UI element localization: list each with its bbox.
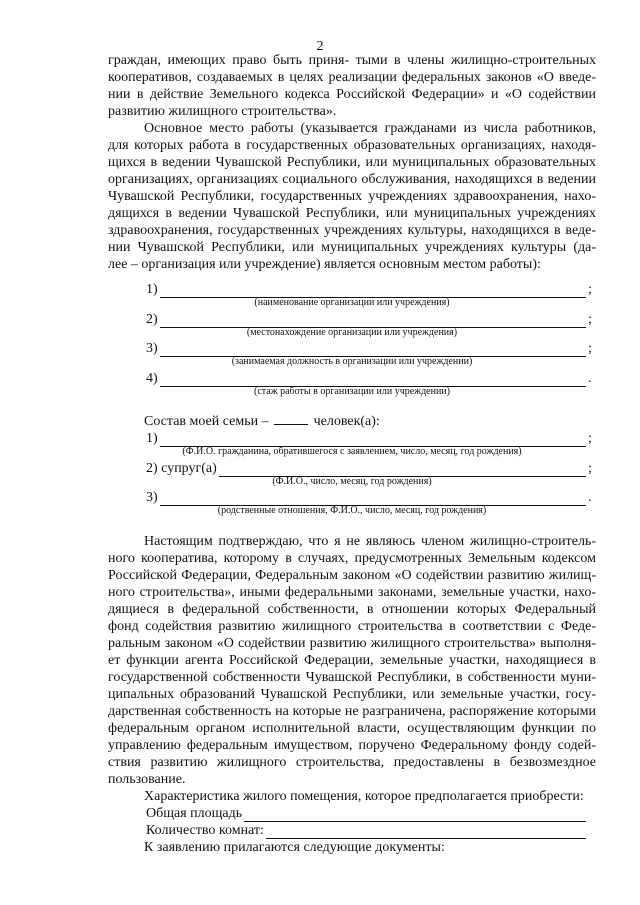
- field-label: 3): [146, 490, 158, 505]
- field-label: Общая площадь: [146, 806, 243, 821]
- field-caption: (родственные отношения, Ф.И.О., число, месяц, год рождения): [217, 505, 487, 516]
- intro-paragraph-line: кооперативов, создаваемых в целях реализации федеральных законов «О введе-: [108, 70, 596, 85]
- field-label: 4): [146, 371, 158, 386]
- field-label: 2): [146, 312, 158, 327]
- intro-paragraph-line: нии в действие Земельного кодекса Российской Федерации» и «О содействии: [108, 87, 596, 102]
- work-paragraph-line: организациях, организациях социального обслуживания, находящихся в ведении: [108, 172, 596, 187]
- confirmation-paragraph-line: Настоящим подтверждаю, что я не являюсь членом жилищно-строитель-: [144, 534, 596, 549]
- work-paragraph-line: Чувашской Республики, государственных учреждениях здравоохранения, нахо-: [108, 189, 596, 204]
- confirmation-paragraph-line: ного кооператива, которому в случаях, предусмотренных Земельным кодексом: [108, 551, 596, 566]
- form-field-row: [146, 311, 594, 328]
- confirmation-paragraph-line: ет функции агента Российской Федерации, земельные участки, находящиеся в: [108, 653, 596, 668]
- field-label: Количество комнат:: [146, 823, 264, 838]
- work-paragraph-line: нии Чувашской Республики, или муниципальных учреждениях культуры (да-: [108, 240, 596, 255]
- family-count-input[interactable]: [274, 412, 308, 425]
- documents-heading: К заявлению прилагаются следующие документы:: [144, 840, 445, 855]
- confirmation-paragraph-line: ципальных образований Чувашской Республики, или земельные участки, госу-: [108, 687, 596, 702]
- form-field-row: [146, 822, 594, 839]
- confirmation-paragraph-line: ствия развитию жилищного строительства, предоставлены в безвозмездное: [108, 755, 596, 770]
- field-label: 2) супруг(а): [146, 461, 217, 476]
- intro-paragraph-line: граждан, имеющих право быть приня- тыми в члены жилищно-строительных: [108, 53, 596, 68]
- work-paragraph-line: здравоохранения, государственных учреждениях культуры, находящихся в веде-: [108, 223, 596, 238]
- field-label: 3): [146, 341, 158, 356]
- confirmation-paragraph-line: ральным законом «О содействии развитию жилищного строительства» выполня-: [108, 636, 596, 651]
- field-end-punctuation: ;: [588, 461, 592, 476]
- confirmation-paragraph-line: фонд содействия развитию жилищного строительства в соответствии с Феде-: [108, 619, 596, 634]
- housing-heading: Характеристика жилого помещения, которое предполагается приобрести:: [144, 789, 584, 804]
- work-paragraph-line: для которых работа в государственных образовательных организациях, находя-: [108, 138, 596, 153]
- confirmation-paragraph-line: федеральным органом исполнительной власти, осуществляющим функции по: [108, 721, 596, 736]
- confirmation-paragraph-line: дарственная собственность на которые не разграничена, распоряжение которыми: [108, 704, 596, 719]
- field-end-punctuation: ;: [588, 282, 592, 297]
- confirmation-paragraph-line: Российской Федерации, Федеральным законом «О содействии развитию жилищ-: [108, 568, 596, 583]
- field-caption: (местонахождение организации или учреждения): [246, 327, 458, 338]
- field-caption: (наименование организации или учреждения): [254, 297, 450, 308]
- family-composition-line: [108, 412, 632, 430]
- work-paragraph-line: щихся в ведении Чувашской Республики, или муниципальных образовательных: [108, 155, 596, 170]
- family-label-after: человек(а):: [310, 414, 380, 429]
- form-field-row: [146, 340, 594, 357]
- page-number: 2: [316, 39, 324, 54]
- field-caption: (Ф.И.О. гражданина, обратившегося с заявлением, число, месяц, год рождения): [182, 446, 522, 457]
- form-field-row: [146, 281, 594, 298]
- field-caption: (занимаемая должность в организации или учреждении): [231, 356, 473, 367]
- family-label-before: Состав моей семьи –: [144, 414, 269, 429]
- field-input-line[interactable]: [266, 826, 586, 839]
- field-end-punctuation: ;: [588, 431, 592, 446]
- intro-paragraph-line: развитию жилищного строительства».: [108, 104, 337, 119]
- field-end-punctuation: .: [588, 490, 592, 505]
- confirmation-paragraph-line: пользование.: [108, 772, 186, 787]
- field-caption: (Ф.И.О., число, месяц, год рождения): [272, 476, 432, 487]
- work-paragraph-line: Основное место работы (указывается гражданами из числа работников,: [144, 121, 596, 136]
- field-caption: (стаж работы в организации или учреждении): [254, 386, 450, 397]
- confirmation-paragraph-line: государственной собственности Чувашской Республики, в собственности муни-: [108, 670, 596, 685]
- field-end-punctuation: ;: [588, 341, 592, 356]
- field-input-line[interactable]: [244, 809, 586, 822]
- confirmation-paragraph-line: дящиеся в федеральной собственности, в отношении которых Федеральный: [108, 602, 596, 617]
- field-end-punctuation: .: [588, 371, 592, 386]
- form-field-row: [146, 460, 594, 477]
- work-paragraph-line: дящихся в ведении Чувашской Республики, или муниципальных учреждениях: [108, 206, 596, 221]
- form-field-row: [146, 805, 594, 822]
- form-field-row: [146, 370, 594, 387]
- field-label: 1): [146, 431, 158, 446]
- work-paragraph-line: лее – организация или учреждение) является основным местом работы):: [108, 257, 541, 272]
- confirmation-paragraph-line: управлению федеральным имуществом, поручено Федеральному фонду содей-: [108, 738, 596, 753]
- form-field-row: [146, 430, 594, 447]
- confirmation-paragraph-line: ного строительства», иными федеральными законами, земельные участки, нахо-: [108, 585, 596, 600]
- field-end-punctuation: ;: [588, 312, 592, 327]
- field-label: 1): [146, 282, 158, 297]
- form-field-row: [146, 489, 594, 506]
